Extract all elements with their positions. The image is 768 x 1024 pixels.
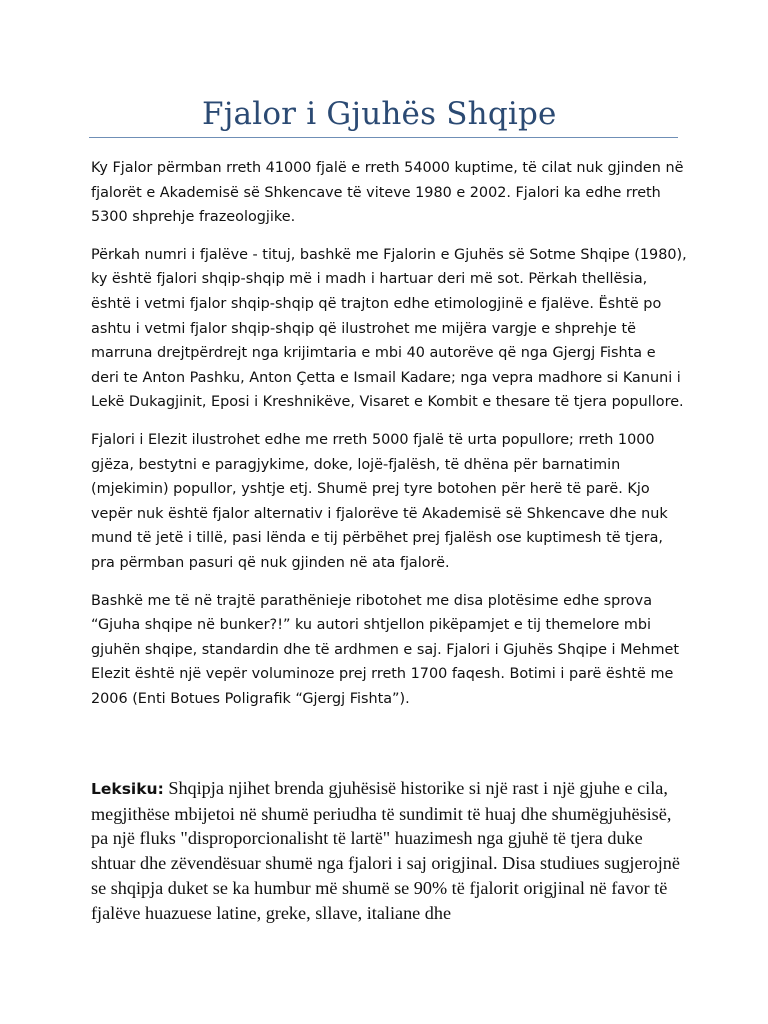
lexicon-text: Shqipja njihet brenda gjuhësisë historike si një rast i një gjuhe e cila, megjithëse mbijetoi në shumë periudha të sundimit të huaj dhe shumëgjuhësisë, pa një fluks "disproporcionalisht të lartë" huazimesh nga gjuhë të tjera duke shtuar dhe zëvendësuar shumë nga fjalori i saj origjinal. Disa studiues sugjerojnë se shqipja duket se ka humbur më shumë se 90% të fjalorit origjinal në favor të fjalëve huazuese latine, greke, sllave, italiane dhe [91, 778, 680, 923]
paragraph-3: Fjalori i Elezit ilustrohet edhe me rreth 5000 fjalë të urta popullore; rreth 1000 gjëza, bestytni e paragjykime, doke, lojë-fjalësh, të dhëna për barnatimin (mjekimin) popullor, yshtje etj. Shumë prej tyre botohen për herë të parë. Kjo vepër nuk është fjalor alternativ i fjalorëve të Akademisë së Shkencave dhe nuk mund të jetë i tillë, pasi lënda e tij përbëhet prej fjalësh ose kuptimesh të tjera, pra përmban pasuri që nuk gjinden në ata fjalorë. [91, 431, 668, 571]
document-title: Fjalor i Gjuhës Shqipe [202, 96, 557, 132]
paragraph-1: Ky Fjalor përmban rreth 41000 fjalë e rreth 54000 kuptime, të cilat nuk gjinden në fjalorët e Akademisë së Shkencave të viteve 1980 e 2002. Fjalori ka edhe rreth 5300 shprehje frazeologjike. [91, 160, 684, 226]
lexicon-label: Leksiku: [91, 780, 164, 798]
paragraph-4: Bashkë me të në trajtë parathënieje ribotohet me disa plotësime edhe sprova “Gjuha shqipe në bunker?!” ku autori shtjellon pikëpamjet e tij themelore mbi gjuhën shqipe, standardin dhe të ardhmen e saj. Fjalori i Gjuhës Shqipe i Mehmet Elezit është një vepër voluminoze prej rreth 1700 faqesh. Botimi i parë është me 2006 (Enti Botues Poligrafik “Gjergj Fishta”). [91, 592, 679, 707]
lexicon-paragraph [91, 776, 691, 925]
lexicon-section [91, 776, 691, 925]
title-underline [89, 137, 678, 138]
document-body [91, 156, 687, 724]
paragraph-2: Përkah numri i fjalëve - tituj, bashkë me Fjalorin e Gjuhës së Sotme Shqipe (1980), ky është fjalori shqip-shqip më i madh i hartuar deri më sot. Përkah thellësia, është i vetmi fjalor shqip-shqip që trajton edhe etimologjinë e fjalëve. Është po ashtu i vetmi fjalor shqip-shqip që ilustrohet me mijëra vargje e shprehje të marruna drejtpërdrejt nga krijimtaria e mbi 40 autorëve që nga Gjergj Fishta e deri te Anton Pashku, Anton Çetta e Ismail Kadare; nga vepra madhore si Kanuni i Lekë Dukagjinit, Eposi i Kreshnikëve, Visaret e Kombit e thesare të tjera popullore. [91, 246, 687, 411]
